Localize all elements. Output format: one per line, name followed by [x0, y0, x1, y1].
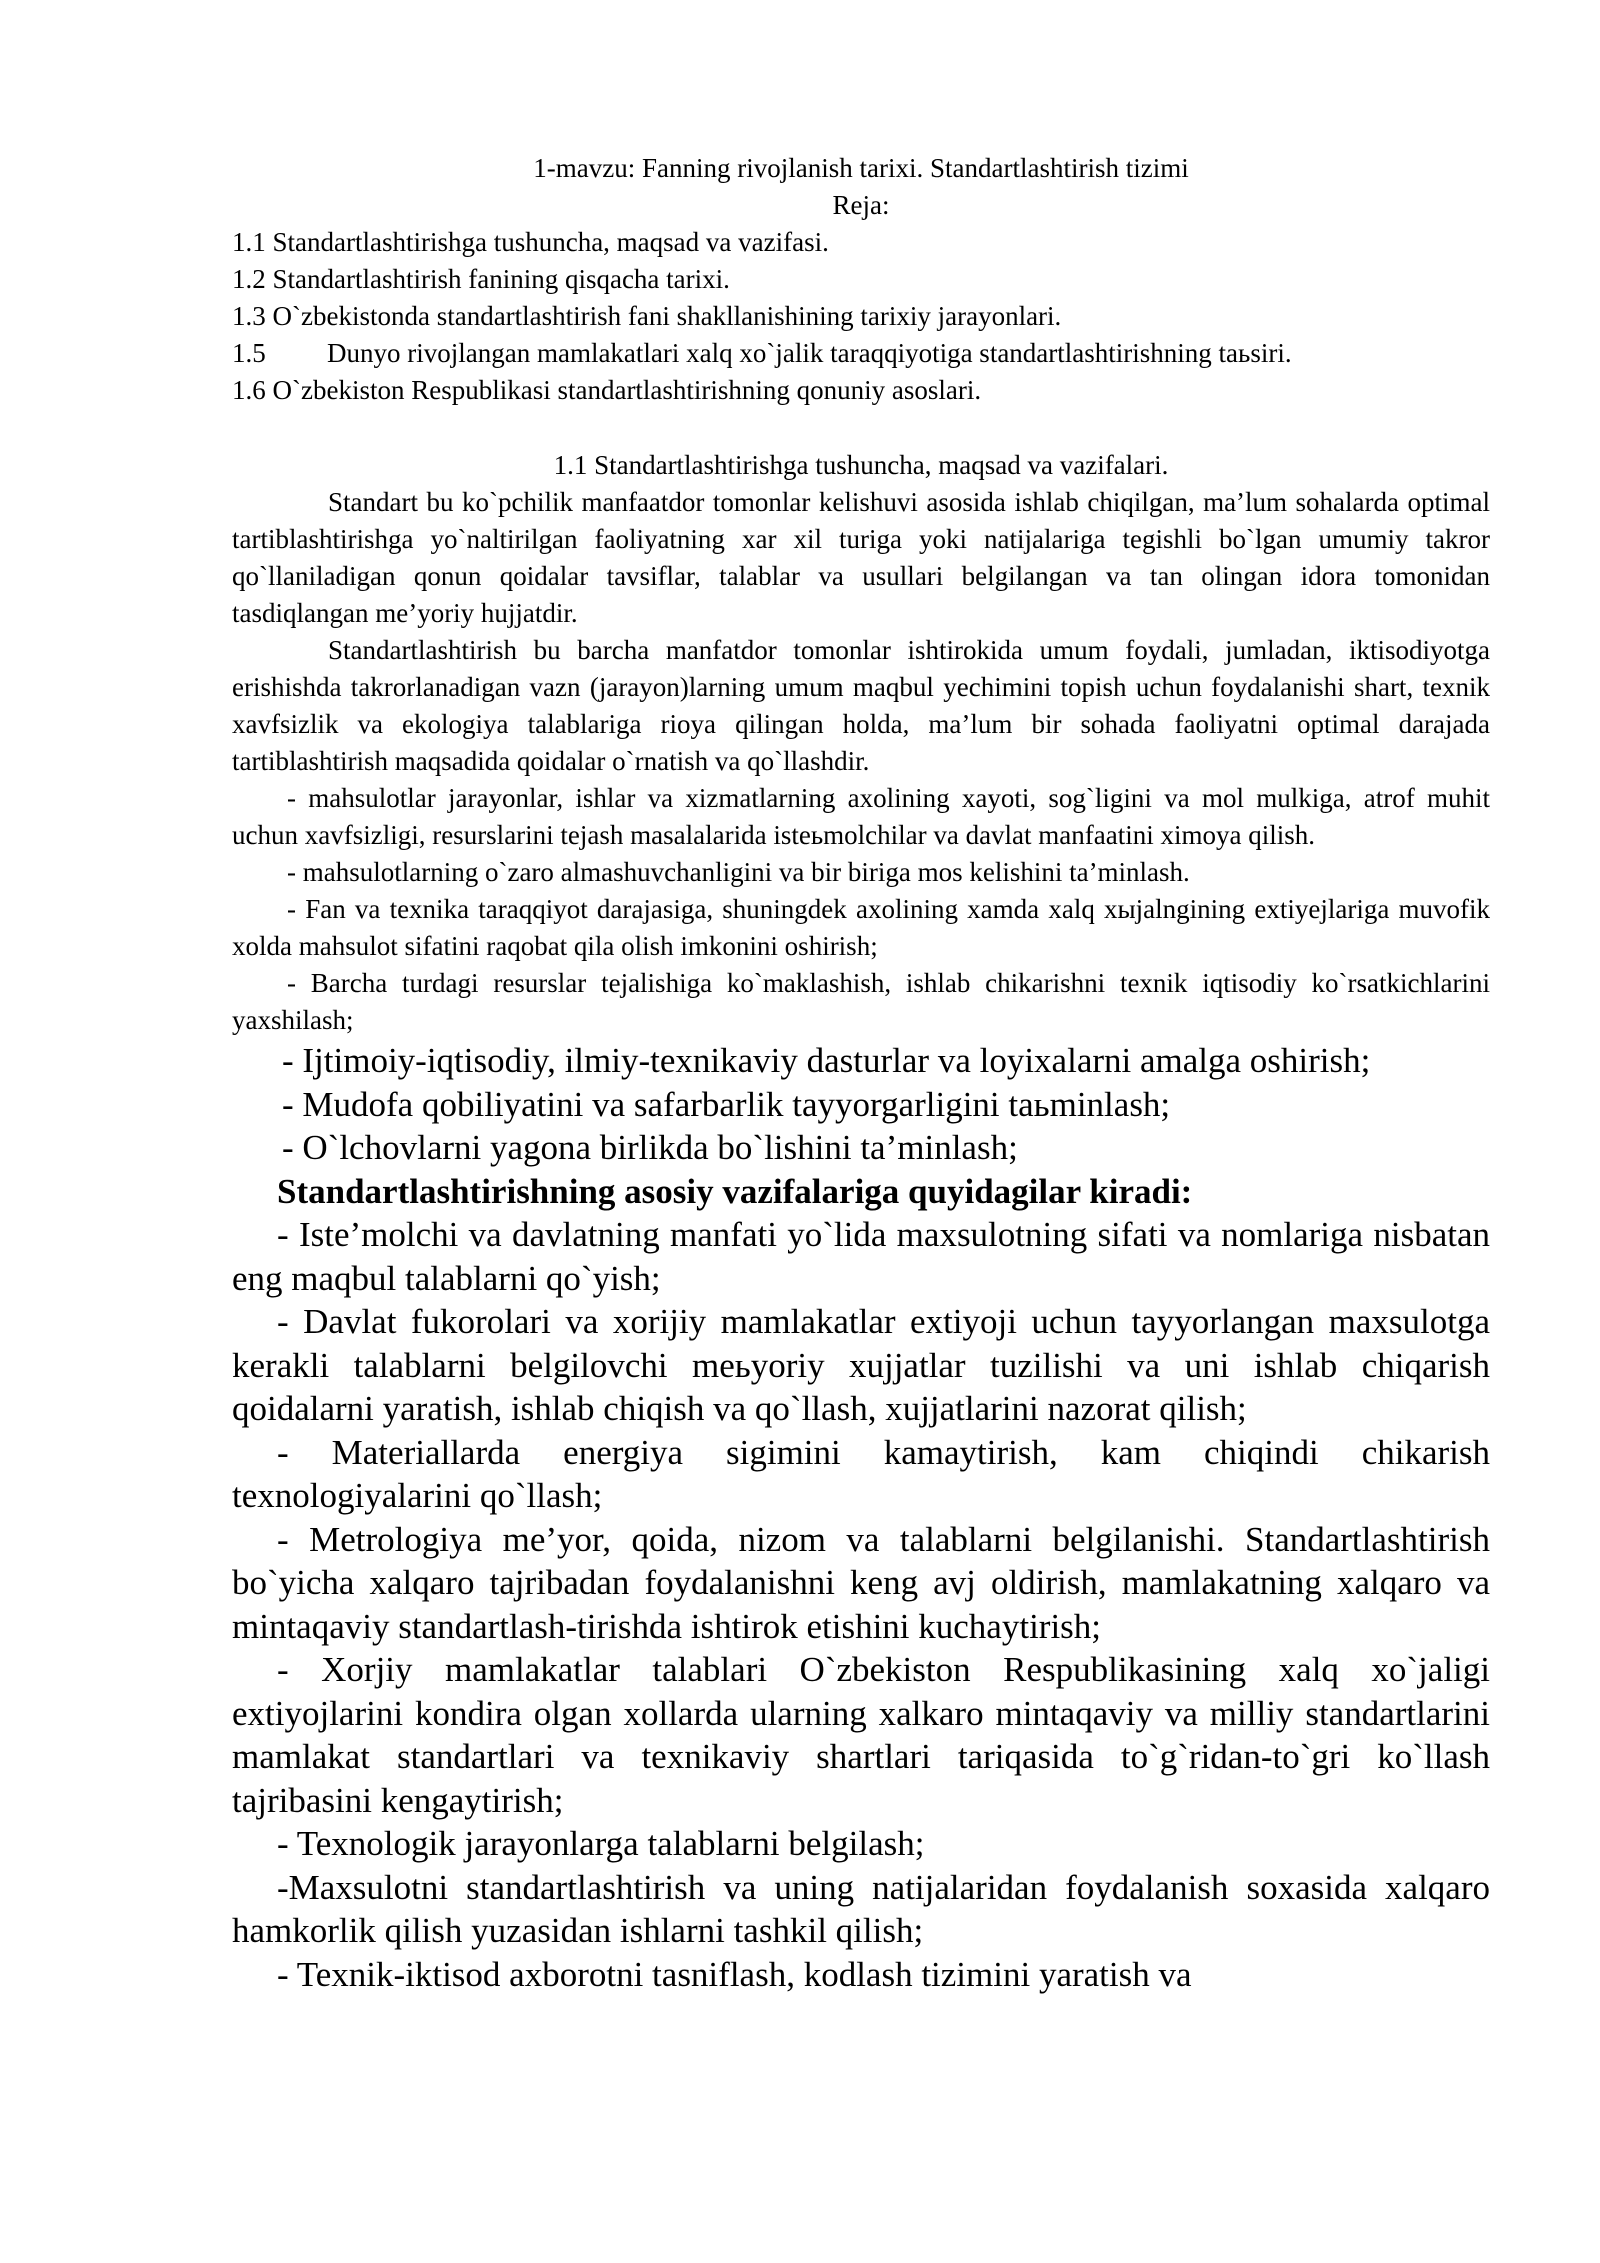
tasks-heading: Standartlashtirishning asosiy vazifalariga quyidagilar kiradi:	[277, 1171, 1193, 1211]
task-item: - Davlat fukorolari va xorijiy mamlakatlar extiyoji uchun tayyorlangan maxsulotga kerakli talablarni belgilovchi meьyoriy xujjatlar tuzilishi va uni ishlab chiqarish qoidalarni yaratish, ishlab chiqish va qo`llash, xujjatlarini nazorat qilish;	[232, 1302, 1490, 1428]
plan-item-number: 1.5	[232, 338, 266, 368]
plan-item: 1.3 O`zbekistonda standartlashtirish fani shakllanishining tarixiy jarayonlari.	[232, 301, 1062, 331]
task-item: - Iste’molchi va davlatning manfati yo`lida maxsulotning sifati va nomlariga nisbatan eng maqbul talablarni qo`yish;	[232, 1215, 1490, 1298]
task-item: - Metrologiya me’yor, qoida, nizom va talablarni belgilanishi. Standartlashtirish bo`yicha xalqaro tajribadan foydalanishni keng avj oldirish, mamlakatning xalqaro va mintaqaviy standartlash-tirishda ishtirok etishini kuchaytirish;	[232, 1519, 1490, 1646]
document-body	[232, 150, 1490, 1996]
plan-item: 1.2 Standartlashtirish fanining qisqacha tarixi.	[232, 264, 730, 294]
goal-item-large: - Mudofa qobiliyatini va safarbarlik tayyorgarligini taьminlash;	[282, 1084, 1171, 1124]
goal-item: - Fan va texnika taraqqiyot darajasiga, shuningdek axolining xamda xalq xыjalngining extiyejlariga muvofik xolda mahsulot sifatini raqobat qila olish imkonini oshirish;	[232, 894, 1490, 961]
plan-item: 1.6 O`zbekiston Respublikasi standartlashtirishning qonuniy asoslari.	[232, 375, 982, 405]
plan-label: Reja:	[832, 190, 890, 220]
spacer	[232, 409, 1490, 447]
task-item: - Xorjiy mamlakatlar talablari O`zbekiston Respublikasining xalq xo`jaligi extiyojlarini kondira olgan xollarda ularning xalkaro mintaqaviy va milliy standartlarini mamlakat standartlari va texnikaviy shartlari tariqasida to`g`ridan-to`gri ko`llash tajribasini kengaytirish;	[232, 1650, 1490, 1820]
plan-item: 1.1 Standartlashtirishga tushuncha, maqsad va vazifasi.	[232, 227, 829, 257]
paragraph-standartlashtirish: Standartlashtirish bu barcha manfatdor tomonlar ishtirokida umum foydali, jumladan, iktisodiyotga erishishda takrorlanadigan vazn (jarayon)larning umum maqbul yechimini topish uchun foydalanishi shart, texnik xavfsizlik va ekologiya talablariga rioya qilingan holda, ma’lum bir sohada faoliyatni optimal darajada tartiblashtirish maqsadida qoidalar o`rnatish va qo`llashdir.	[232, 635, 1490, 776]
task-item: - Texnik-iktisod axborotni tasniflash, kodlash tizimini yaratish va	[277, 1954, 1192, 1994]
goal-item: - Barcha turdagi resurslar tejalishiga ko`maklashish, ishlab chikarishni texnik iqtisodiy ko`rsatkichlarini yaxshilash;	[232, 968, 1490, 1035]
paragraph-standart: Standart bu ko`pchilik manfaatdor tomonlar kelishuvi asosida ishlab chiqilgan, ma’lum sohalarda optimal tartiblashtirishga yo`naltirilgan faoliyatning xar xil turiga yoki natijalariga tegishli bo`lgan umumiy takror qo`llaniladigan qonun qoidalar tavsiflar, talablar va usullari belgilangan va tan olingan idora tomonidan tasdiqlangan me’yoriy hujjatdir.	[232, 487, 1490, 628]
document-title: 1-mavzu: Fanning rivojlanish tarixi. Standartlashtirish tizimi	[533, 153, 1189, 183]
plan-item	[232, 335, 1490, 372]
goal-item-large: - Ijtimoiy-iqtisodiy, ilmiy-texnikaviy dasturlar va loyixalarni amalga oshirish;	[282, 1041, 1371, 1080]
task-item: - Materiallarda energiya sigimini kamaytirish, kam chiqindi chikarish texnologiyalarini qo`llash;	[232, 1432, 1490, 1515]
task-item: -Maxsulotni standartlashtirish va uning natijalaridan foydalanish soxasida xalqaro hamkorlik qilish yuzasidan ishlarni tashkil qilish;	[232, 1867, 1490, 1950]
section-title: 1.1 Standartlashtirishga tushuncha, maqsad va vazifalari.	[553, 450, 1169, 480]
task-item: - Texnologik jarayonlarga talablarni belgilash;	[277, 1824, 925, 1863]
goal-item-large: - O`lchovlarni yagona birlikda bo`lishini ta’minlash;	[282, 1128, 1018, 1167]
goal-item: - mahsulotlar jarayonlar, ishlar va xizmatlarning axolining xayoti, sog`ligini va mol mulkiga, atrof muhit uchun xavfsizligi, resurslarini tejash masalalarida isteьmolchilar va davlat manfaatini ximoya qilish.	[232, 783, 1490, 850]
plan-item-text: Dunyo rivojlangan mamlakatlari xalq xo`jalik taraqqiyotiga standartlashtirishning taьsiri.	[327, 338, 1292, 368]
goal-item: - mahsulotlarning o`zaro almashuvchanligini va bir biriga mos kelishini ta’minlash.	[287, 857, 1190, 887]
